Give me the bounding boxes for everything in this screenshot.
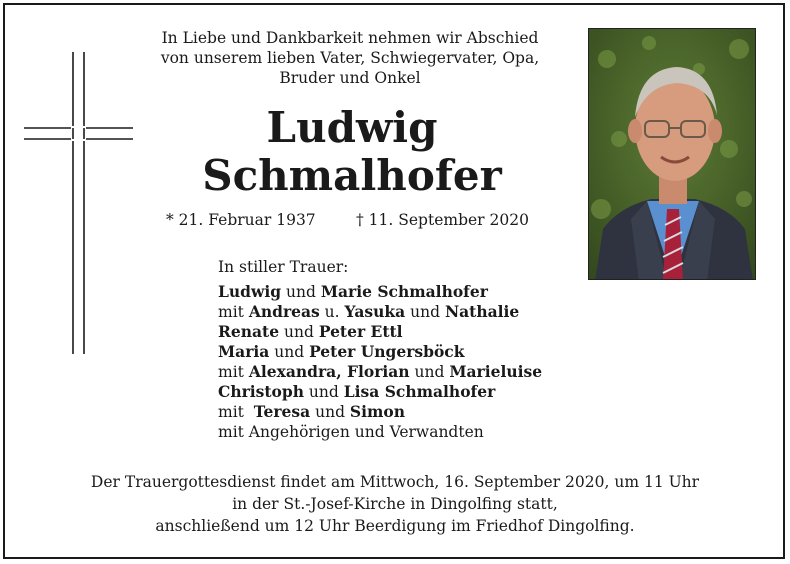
mourner-connector: mit Angehörigen und Verwandten <box>218 423 484 441</box>
mourner-name: Christoph <box>218 382 304 401</box>
birth-date: * 21. Februar 1937 <box>166 211 316 229</box>
mourner-connector: und <box>279 323 319 341</box>
intro-line: Bruder und Onkel <box>279 69 421 87</box>
death-date: † 11. September 2020 <box>356 211 529 229</box>
intro-text <box>110 28 590 88</box>
mourner-name: Lisa Schmalhofer <box>343 382 496 401</box>
mourner-name: Maria <box>218 342 270 361</box>
mourner-connector: und <box>409 363 450 381</box>
mourner-line <box>218 342 542 362</box>
mourner-name: Teresa <box>253 402 311 421</box>
mourner-line <box>218 402 542 422</box>
mourner-name: Andreas <box>248 302 320 321</box>
mourner-connector: und <box>304 383 344 401</box>
mourner-line <box>218 282 542 302</box>
mourner-line <box>218 302 542 322</box>
mourner-name: Renate <box>218 322 280 341</box>
deceased-name <box>130 104 574 200</box>
mourner-line <box>218 422 542 442</box>
mourner-line <box>218 382 542 402</box>
mourner-connector: mit <box>218 363 249 381</box>
mourner-name: Ludwig <box>218 282 282 301</box>
cross-icon <box>22 50 138 356</box>
mourner-name: Peter Ungersböck <box>309 342 465 361</box>
mourners-list <box>218 257 542 442</box>
mourner-connector: mit <box>218 403 254 421</box>
mourner-lines <box>218 282 542 442</box>
mourner-name: Yasuka <box>344 302 406 321</box>
mourner-name: Peter Ettl <box>318 322 403 341</box>
service-line: anschließend um 12 Uhr Beerdigung im Friedhof Dingolfing. <box>155 517 635 535</box>
mourner-connector: und <box>310 403 350 421</box>
mourner-name: Marieluise <box>449 362 543 381</box>
mourner-name: Simon <box>349 402 406 421</box>
mourners-heading: In stiller Trauer: <box>218 258 349 276</box>
service-line: in der St.-Josef-Kirche in Dingolfing statt, <box>232 495 558 513</box>
mourner-name: Nathalie <box>444 302 520 321</box>
mourner-name: Marie Schmalhofer <box>320 282 488 301</box>
service-info <box>40 471 750 537</box>
mourner-line <box>218 322 542 342</box>
intro-line: In Liebe und Dankbarkeit nehmen wir Abschied <box>161 29 539 47</box>
mourner-name: Alexandra, Florian <box>248 362 410 381</box>
mourner-connector: mit <box>218 303 249 321</box>
last-name: Schmalhofer <box>202 151 502 200</box>
mourner-connector: und <box>281 283 321 301</box>
mourner-connector: und <box>269 343 310 361</box>
mourner-connector: u. <box>319 303 345 321</box>
mourner-line <box>218 362 542 382</box>
mourner-connector: und <box>405 303 445 321</box>
intro-line: von unserem lieben Vater, Schwiegervater, Opa, <box>160 49 540 67</box>
portrait-photo <box>588 28 756 280</box>
service-line: Der Trauergottesdienst findet am Mittwoch, 16. September 2020, um 11 Uhr <box>90 473 700 491</box>
first-name: Ludwig <box>266 103 438 152</box>
